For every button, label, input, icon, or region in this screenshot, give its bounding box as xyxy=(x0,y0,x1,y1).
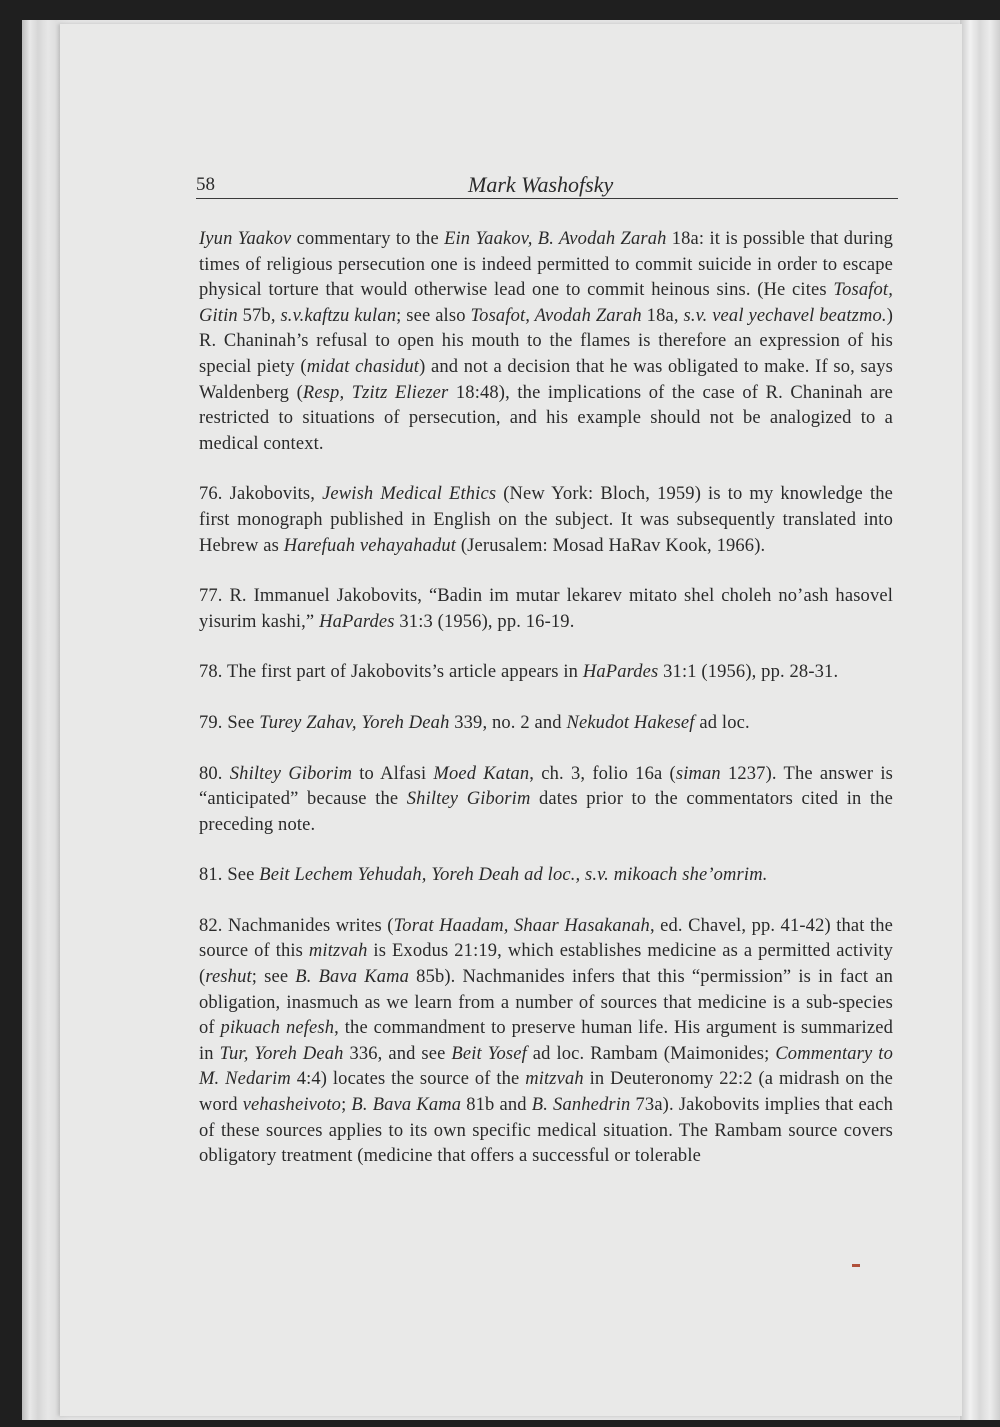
italic-text: B. Sanhedrin xyxy=(531,1095,631,1116)
text-run: 18a, xyxy=(641,305,684,326)
footnote-paragraph xyxy=(199,914,893,1170)
italic-text: HaPardes xyxy=(319,611,395,632)
text-run: 85b). Nachmanides infers that this “permission” is in fact an obligation, inasmuch as we learn from a number of sources that medicine is a sub-species of xyxy=(199,967,893,1039)
footnote-paragraph xyxy=(199,762,893,839)
italic-text: Iyun Yaakov xyxy=(199,229,292,249)
text-run: 339, no. 2 and xyxy=(449,712,567,733)
footnote-paragraph xyxy=(199,863,893,889)
italic-text: Tur, Yoreh Deah xyxy=(219,1043,344,1064)
italic-text: Shiltey Giborim xyxy=(229,763,353,784)
ink-mark xyxy=(852,1264,860,1267)
italic-text: Harefuah vehayahadut xyxy=(283,535,457,556)
text-run: to Alfasi xyxy=(352,763,434,784)
page-header xyxy=(196,172,898,199)
text-run: 336, and see xyxy=(343,1043,452,1064)
italic-text: B. Bava Kama xyxy=(351,1095,462,1116)
italic-text: s.v. veal yechavel beatzmo. xyxy=(683,305,887,326)
text-run: 76. Jakobovits, xyxy=(199,484,323,505)
text-run: ) and not a decision that he was obligated to make. If so, says Waldenberg ( xyxy=(199,356,893,403)
italic-text: Jewish Medical Ethics xyxy=(322,484,497,505)
italic-text: pikuach nefesh xyxy=(220,1018,335,1039)
text-run: (New York: Bloch, 1959) is to my knowledge the first monograph published in English on the subject. It was subsequently translated into Hebrew as xyxy=(199,484,893,556)
italic-text: Torat Haadam, Shaar Hasakanah xyxy=(393,915,650,936)
text-run: (Jerusalem: Mosad HaRav Kook, 1966). xyxy=(456,535,766,556)
text-run: in Deuteronomy 22:2 (a midrash on the word xyxy=(199,1069,894,1116)
text-run: ; see also xyxy=(396,305,471,326)
text-run: ) R. Chaninah’s refusal to open his mouth to the flames is therefore an expression of his special piety ( xyxy=(199,305,893,377)
text-run: 80. xyxy=(199,763,230,784)
text-run: 31:1 (1956), pp. 28-31. xyxy=(658,662,839,683)
footnote-paragraph xyxy=(199,482,893,559)
italic-text: Beit Lechem Yehudah, Yoreh Deah ad loc., s.v. mikoach she’omrim. xyxy=(259,865,768,886)
footnote-paragraph xyxy=(199,584,893,635)
text-run: , ch. 3, folio 16a ( xyxy=(529,763,676,784)
text-run: 82. Nachmanides writes ( xyxy=(199,915,394,936)
text-run: 73a). Jakobovits implies that each of these sources applies to its own specific medical situation. The Rambam source covers obligatory treatment (medicine that offers a successful or tolerable xyxy=(199,1095,894,1167)
text-run: 77. R. Immanuel Jakobovits, “Badin im mutar lekarev mitato shel choleh no’ash hasovel yisurim kashi,” xyxy=(199,586,893,632)
italic-text: B. Bava Kama xyxy=(295,967,410,988)
binding-edge xyxy=(960,20,1000,1420)
text-run: 1237). The answer is “anticipated” because the xyxy=(199,763,894,810)
text-run: commentary to the xyxy=(291,229,445,249)
text-run: 18:48), the implications of the case of R. Chaninah are restricted to situations of persecution, and his example should not be analogized to a medical context. xyxy=(199,382,893,454)
italic-text: siman xyxy=(675,763,721,784)
text-run: , ed. Chavel, pp. 41-42) that the source of this xyxy=(199,915,893,962)
italic-text: midat chasidut xyxy=(306,356,420,377)
text-run: dates prior to the commentators cited in the preceding note. xyxy=(199,789,894,835)
footnote-paragraph xyxy=(199,227,893,457)
italic-text: Moed Katan xyxy=(433,763,530,784)
italic-text: mitzvah xyxy=(525,1069,584,1090)
text-run: ; see xyxy=(251,967,296,988)
text-run: is Exodus 21:19, which establishes medicine as a permitted activity ( xyxy=(199,941,893,988)
text-run: ad loc. Rambam (Maimonides; xyxy=(526,1043,776,1064)
italic-text: Shiltey Giborim xyxy=(406,789,531,810)
text-run: 81b and xyxy=(461,1095,532,1116)
text-run: 4:4) locates the source of the xyxy=(290,1069,526,1090)
italic-text: Tosafot, Avodah Zarah xyxy=(470,305,642,326)
italic-text: Beit Yosef xyxy=(451,1043,527,1064)
text-run: 18a: it is possible that during times of religious persecution one is indeed permitted to commit suicide in order to escape physical torture that would otherwise lead one to commit heinous sins. (He cites xyxy=(199,229,894,301)
italic-text: Resp, Tzitz Eliezer xyxy=(302,382,449,403)
page-number: 58 xyxy=(196,174,215,195)
text-run: 31:3 (1956), pp. 16-19. xyxy=(394,611,575,632)
italic-text: Nekudot Hakesef xyxy=(566,712,695,733)
footnotes-body xyxy=(199,227,893,1170)
italic-text: Commentary to M. Nedarim xyxy=(199,1043,893,1090)
footnote-paragraph xyxy=(199,711,893,737)
italic-text: reshut xyxy=(205,967,252,988)
footnote-paragraph xyxy=(199,660,893,686)
text-run: ad loc. xyxy=(694,712,750,733)
text-run: 81. See xyxy=(199,865,260,886)
text-run: ; xyxy=(341,1095,352,1116)
italic-text: vehasheivoto xyxy=(242,1095,342,1116)
italic-text: mitzvah xyxy=(308,941,368,962)
italic-text: HaPardes xyxy=(582,662,659,683)
text-run: 78. The first part of Jakobovits’s article appears in xyxy=(199,662,583,683)
text-run: 57b, xyxy=(237,305,281,326)
italic-text: Turey Zahav, Yoreh Deah xyxy=(259,712,450,733)
running-head: Mark Washofsky xyxy=(468,172,614,197)
italic-text: Tosafot, Gitin xyxy=(199,280,893,326)
italic-text: s.v.kaftzu kulan xyxy=(280,305,397,326)
text-run: , the commandment to preserve human life. His argument is summarized in xyxy=(199,1018,893,1064)
italic-text: Ein Yaakov, B. Avodah Zarah xyxy=(444,229,667,249)
text-run: 79. See xyxy=(199,712,260,733)
